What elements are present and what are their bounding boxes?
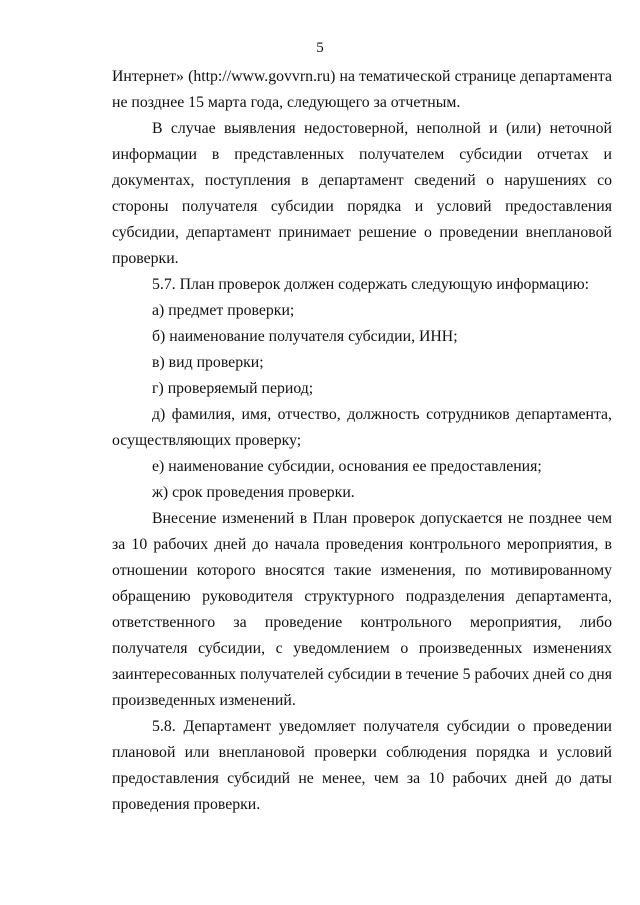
list-item-e: е) наименование субсидии, основания ее предоставления; (152, 458, 542, 475)
paragraph-continuation: Интернет» (http://www.govvrn.ru) на тематической странице департамента не позднее 15 марта года, следующего за отчетным. (112, 68, 612, 111)
list-item-zh: ж) срок проведения проверки. (152, 484, 355, 501)
paragraph-5-8: 5.8. Департамент уведомляет получателя субсидии о проведении плановой или внеплановой проверки соблюдения порядка и условий предоставления субсидий не менее, чем за 10 рабочих дней до даты проведения проверки. (112, 718, 612, 813)
list-item-v: в) вид проверки; (152, 354, 264, 371)
list-item-b: б) наименование получателя субсидии, ИНН; (152, 328, 458, 345)
paragraph-5-7: 5.7. План проверок должен содержать следующую информацию: (152, 276, 590, 293)
list-item-d: д) фамилия, имя, отчество, должность сотрудников департамента, осуществляющих проверку; (112, 406, 612, 449)
paragraph-unscheduled-inspection: В случае выявления недостоверной, неполной и (или) неточной информации в представленных получателем субсидии отчетах и документах, поступления в департамент сведений о нарушениях со стороны получателя субсидии порядка и условий предоставления субсидии, департамент принимает решение о проведении внеплановой проверки. (112, 120, 612, 267)
page-number: 5 (316, 40, 324, 56)
document-body (112, 64, 612, 818)
list-item-g: г) проверяемый период; (152, 380, 314, 397)
list-item-a: а) предмет проверки; (152, 302, 295, 319)
paragraph-plan-changes: Внесение изменений в План проверок допускается не позднее чем за 10 рабочих дней до начала проведения контрольного мероприятия, в отношении которого вносятся такие изменения, по мотивированному обращению руководителя структурного подразделения департамента, ответственного за проведение контрольного мероприятия, либо получателя субсидии, с уведомлением о произведенных изменениях заинтересованных получателей субсидии в течение 5 рабочих дней со дня произведенных изменений. (112, 510, 612, 709)
